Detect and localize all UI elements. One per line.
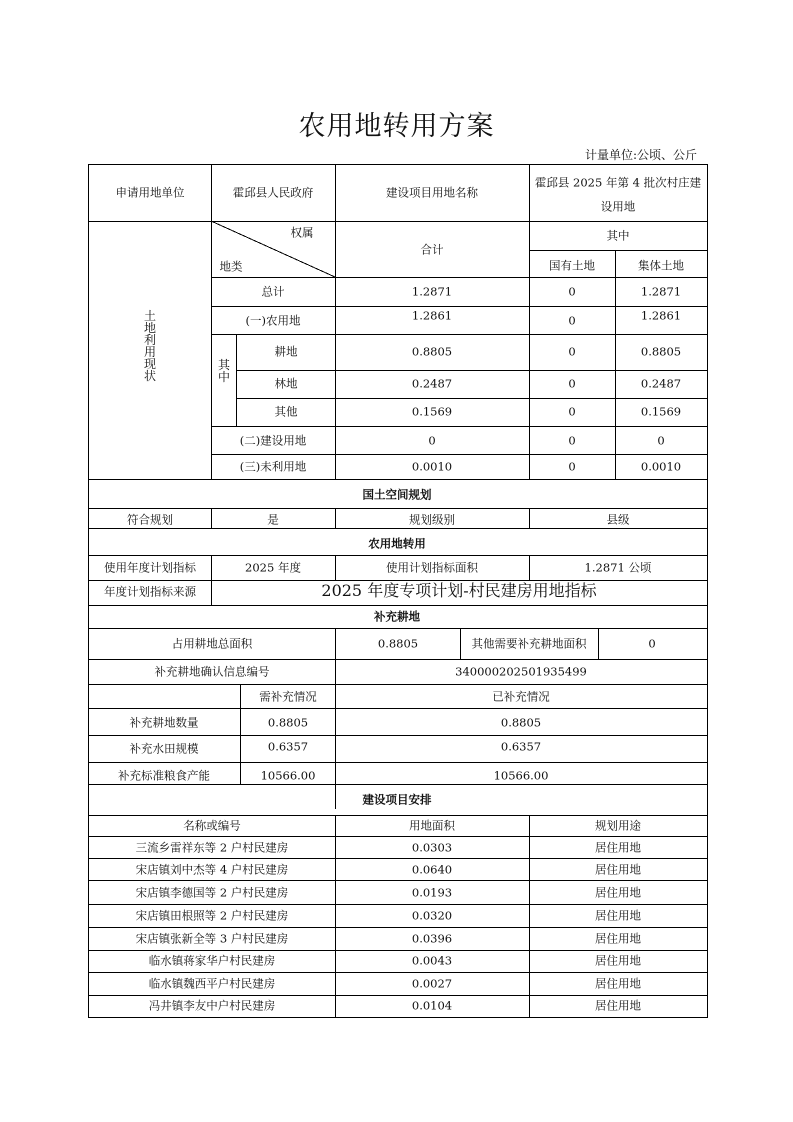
row-total: 0 — [428, 433, 436, 448]
applicant-value: 霍邱县人民政府 — [232, 185, 314, 200]
project-row-area: 0.0396 — [411, 931, 453, 946]
quota-source-value: 2025 年度专项计划-村民建房用地指标 — [321, 581, 597, 600]
other-supplement-value: 0 — [648, 636, 656, 651]
project-row-name: 冯井镇李友中户村民建房 — [148, 998, 276, 1013]
project-row-use: 居住用地 — [595, 976, 641, 991]
supplement-row-name: 补充标准粮食产能 — [118, 768, 210, 783]
row-name: (二)建设用地 — [239, 433, 307, 448]
project-row-name: 三流乡雷祥东等 2 户村民建房 — [135, 840, 289, 855]
row-state: 0 — [568, 344, 576, 359]
collective-land-header: 集体土地 — [638, 258, 684, 273]
annual-quota-value: 2025 年度 — [245, 560, 301, 575]
project-row-area: 0.0193 — [411, 885, 453, 900]
annual-quota-label: 使用年度计划指标 — [104, 560, 196, 575]
row-name: (一)农用地 — [245, 313, 301, 328]
supplement-row-need: 0.6357 — [267, 739, 309, 754]
project-row-area: 0.0303 — [411, 840, 453, 855]
occupied-cropland-label: 占用耕地总面积 — [171, 636, 253, 651]
planning-heading: 国土空间规划 — [362, 487, 432, 502]
project-row-area: 0.0640 — [411, 862, 453, 877]
supplement-row-need: 10566.00 — [260, 768, 316, 783]
project-use-column-header: 规划用途 — [595, 818, 641, 833]
land-status-section-label: 土地利用现状 — [143, 309, 156, 383]
row-total: 0.8805 — [411, 344, 453, 359]
project-row-area: 0.0104 — [411, 998, 453, 1013]
done-supplement-header: 已补充情况 — [492, 689, 550, 704]
row-collective: 1.2861 — [640, 308, 682, 323]
supplement-row-done: 10566.00 — [493, 768, 549, 783]
quota-source-label: 年度计划指标来源 — [104, 584, 196, 599]
supplement-row-done: 0.6357 — [500, 739, 542, 754]
project-row-use: 居住用地 — [595, 908, 641, 923]
row-state: 0 — [568, 284, 576, 299]
row-collective: 0 — [657, 433, 665, 448]
supplement-heading: 补充耕地 — [374, 609, 420, 624]
row-name: 林地 — [274, 376, 298, 391]
row-collective: 0.2487 — [640, 376, 682, 391]
row-name: 耕地 — [274, 344, 298, 359]
project-row-use: 居住用地 — [595, 998, 641, 1013]
row-name: 总计 — [261, 284, 285, 299]
row-name: 其他 — [274, 404, 298, 419]
quota-area-label: 使用计划指标面积 — [386, 560, 478, 575]
project-row-area: 0.0320 — [411, 908, 453, 923]
supplement-row-done: 0.8805 — [500, 715, 542, 730]
row-name: (三)未利用地 — [239, 459, 307, 474]
state-land-header: 国有土地 — [549, 258, 595, 273]
confirmation-number-value: 340000202501935499 — [455, 664, 587, 679]
row-total: 0.0010 — [411, 459, 453, 474]
project-row-name: 宋店镇张新全等 3 户村民建房 — [135, 931, 289, 946]
row-state: 0 — [568, 459, 576, 474]
conversion-heading: 农用地转用 — [368, 536, 426, 551]
project-area-column-header: 用地面积 — [409, 818, 455, 833]
project-row-name: 宋店镇刘中杰等 4 户村民建房 — [135, 862, 289, 877]
confirmation-number-label: 补充耕地确认信息编号 — [154, 664, 270, 679]
project-row-use: 居住用地 — [595, 931, 641, 946]
row-total: 1.2871 — [411, 284, 453, 299]
other-supplement-label: 其他需要补充耕地面积 — [471, 636, 587, 651]
supplement-row-name: 补充耕地数量 — [129, 715, 199, 730]
ownership-label: 权属 — [290, 225, 314, 240]
applicant-label: 申请用地单位 — [115, 185, 185, 200]
project-row-use: 居住用地 — [595, 885, 641, 900]
landtype-label: 地类 — [219, 259, 243, 274]
row-collective: 1.2871 — [640, 284, 682, 299]
row-state: 0 — [568, 404, 576, 419]
of-which-vertical-label: 其中 — [217, 358, 230, 384]
conform-planning-value: 是 — [267, 512, 279, 527]
project-row-name: 临水镇蒋家华户村民建房 — [148, 953, 276, 968]
row-collective: 0.0010 — [640, 459, 682, 474]
need-supplement-header: 需补充情况 — [259, 689, 317, 704]
project-row-use: 居住用地 — [595, 953, 641, 968]
occupied-cropland-value: 0.8805 — [377, 636, 419, 651]
project-row-use: 居住用地 — [595, 840, 641, 855]
conform-planning-label: 符合规划 — [127, 512, 173, 527]
project-name-column-header: 名称或编号 — [183, 818, 241, 833]
row-total: 0.2487 — [411, 376, 453, 391]
row-state: 0 — [568, 376, 576, 391]
planning-level-value: 县级 — [606, 512, 630, 527]
project-name-value-line2: 设用地 — [600, 199, 636, 214]
project-row-name: 临水镇魏西平户村民建房 — [148, 976, 276, 991]
supplement-row-need: 0.8805 — [267, 715, 309, 730]
project-row-name: 宋店镇田根照等 2 户村民建房 — [135, 908, 289, 923]
page-title: 农用地转用方案 — [298, 111, 495, 142]
project-name-label: 建设项目用地名称 — [386, 185, 478, 200]
total-column-header: 合计 — [420, 242, 444, 257]
row-total: 0.1569 — [411, 404, 453, 419]
project-row-area: 0.0043 — [411, 953, 453, 968]
row-collective: 0.1569 — [640, 404, 682, 419]
row-total: 1.2861 — [411, 308, 453, 323]
project-row-name: 宋店镇李德国等 2 户村民建房 — [135, 885, 289, 900]
of-which-header: 其中 — [606, 228, 630, 243]
row-state: 0 — [568, 313, 576, 328]
quota-area-value: 1.2871 公顷 — [584, 560, 652, 575]
row-state: 0 — [568, 433, 576, 448]
planning-level-label: 规划级别 — [409, 512, 455, 527]
project-row-area: 0.0027 — [411, 976, 453, 991]
unit-note: 计量单位:公顷、公斤 — [584, 148, 697, 162]
row-collective: 0.8805 — [640, 344, 682, 359]
project-row-use: 居住用地 — [595, 862, 641, 877]
project-name-value-line1: 霍邱县 2025 年第 4 批次村庄建 — [534, 175, 702, 190]
supplement-row-name: 补充水田规模 — [129, 741, 199, 756]
projects-heading: 建设项目安排 — [362, 792, 432, 807]
